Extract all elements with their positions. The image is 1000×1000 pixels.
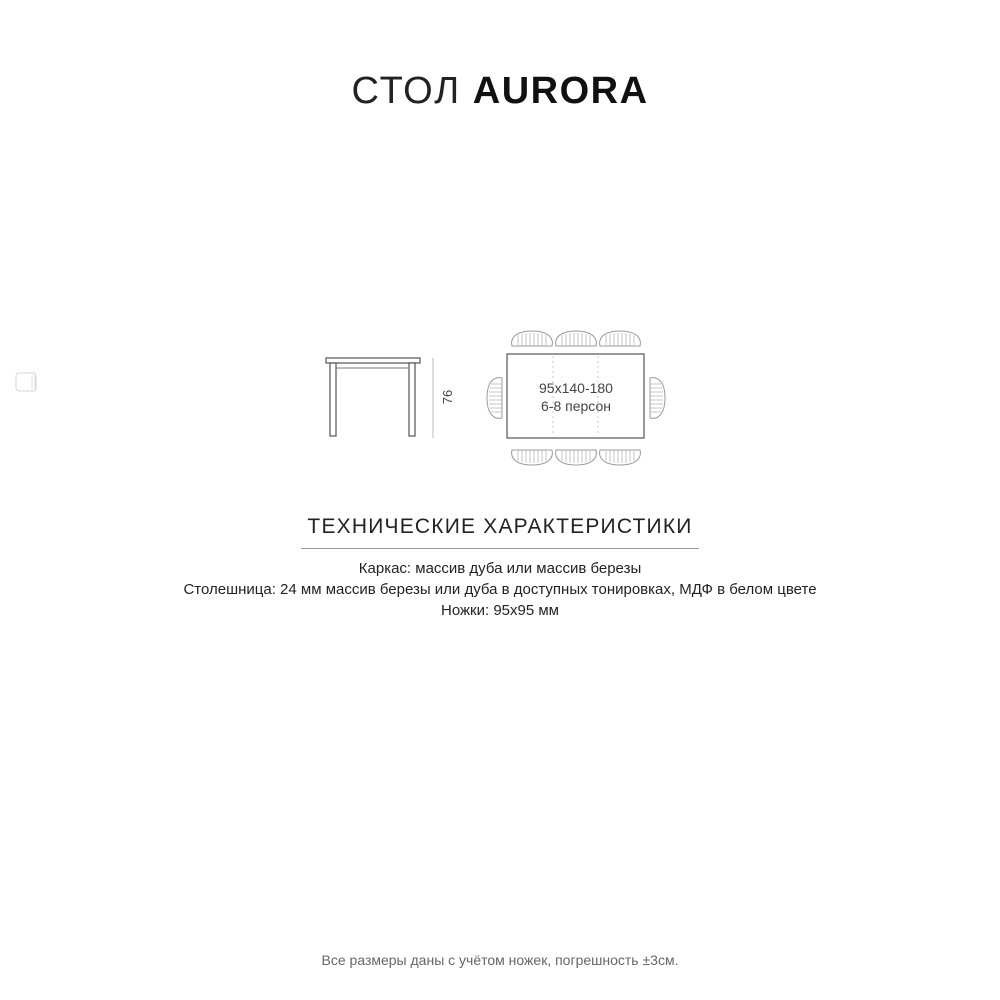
chair-icon bbox=[512, 450, 553, 465]
title-product-name: AURORA bbox=[472, 70, 649, 112]
chair-icon bbox=[600, 450, 641, 465]
specs-list bbox=[0, 558, 1000, 621]
spec-line-legs: Ножки: 95x95 мм bbox=[441, 602, 559, 619]
table-side-view bbox=[326, 358, 420, 436]
specs-divider bbox=[301, 548, 699, 549]
chair-icon bbox=[512, 331, 553, 346]
chair-icon bbox=[600, 331, 641, 346]
chair-icon bbox=[487, 378, 502, 419]
chair-icon bbox=[556, 331, 597, 346]
chairs-bottom-row bbox=[512, 450, 641, 465]
table-top-view bbox=[507, 354, 644, 438]
chair-thumbnail-icon bbox=[16, 373, 36, 391]
size-label: 95x140-180 bbox=[539, 380, 613, 396]
chair-icon bbox=[650, 378, 665, 419]
specs-heading: ТЕХНИЧЕСКИЕ ХАРАКТЕРИСТИКИ bbox=[307, 515, 693, 538]
height-label: 76 bbox=[440, 389, 455, 405]
title-prefix: СТОЛ bbox=[351, 70, 462, 112]
chairs-top-row bbox=[512, 331, 641, 346]
seats-label: 6-8 персон bbox=[541, 398, 611, 414]
spec-line-tabletop: Столешница: 24 мм массив березы или дуба в доступных тонировках, МДФ в белом цвете bbox=[183, 581, 817, 598]
chair-icon bbox=[556, 450, 597, 465]
spec-line-frame: Каркас: массив дуба или массив березы bbox=[358, 560, 642, 577]
footer-note: Все размеры даны с учётом ножек, погрешность ±3см. bbox=[321, 952, 679, 968]
